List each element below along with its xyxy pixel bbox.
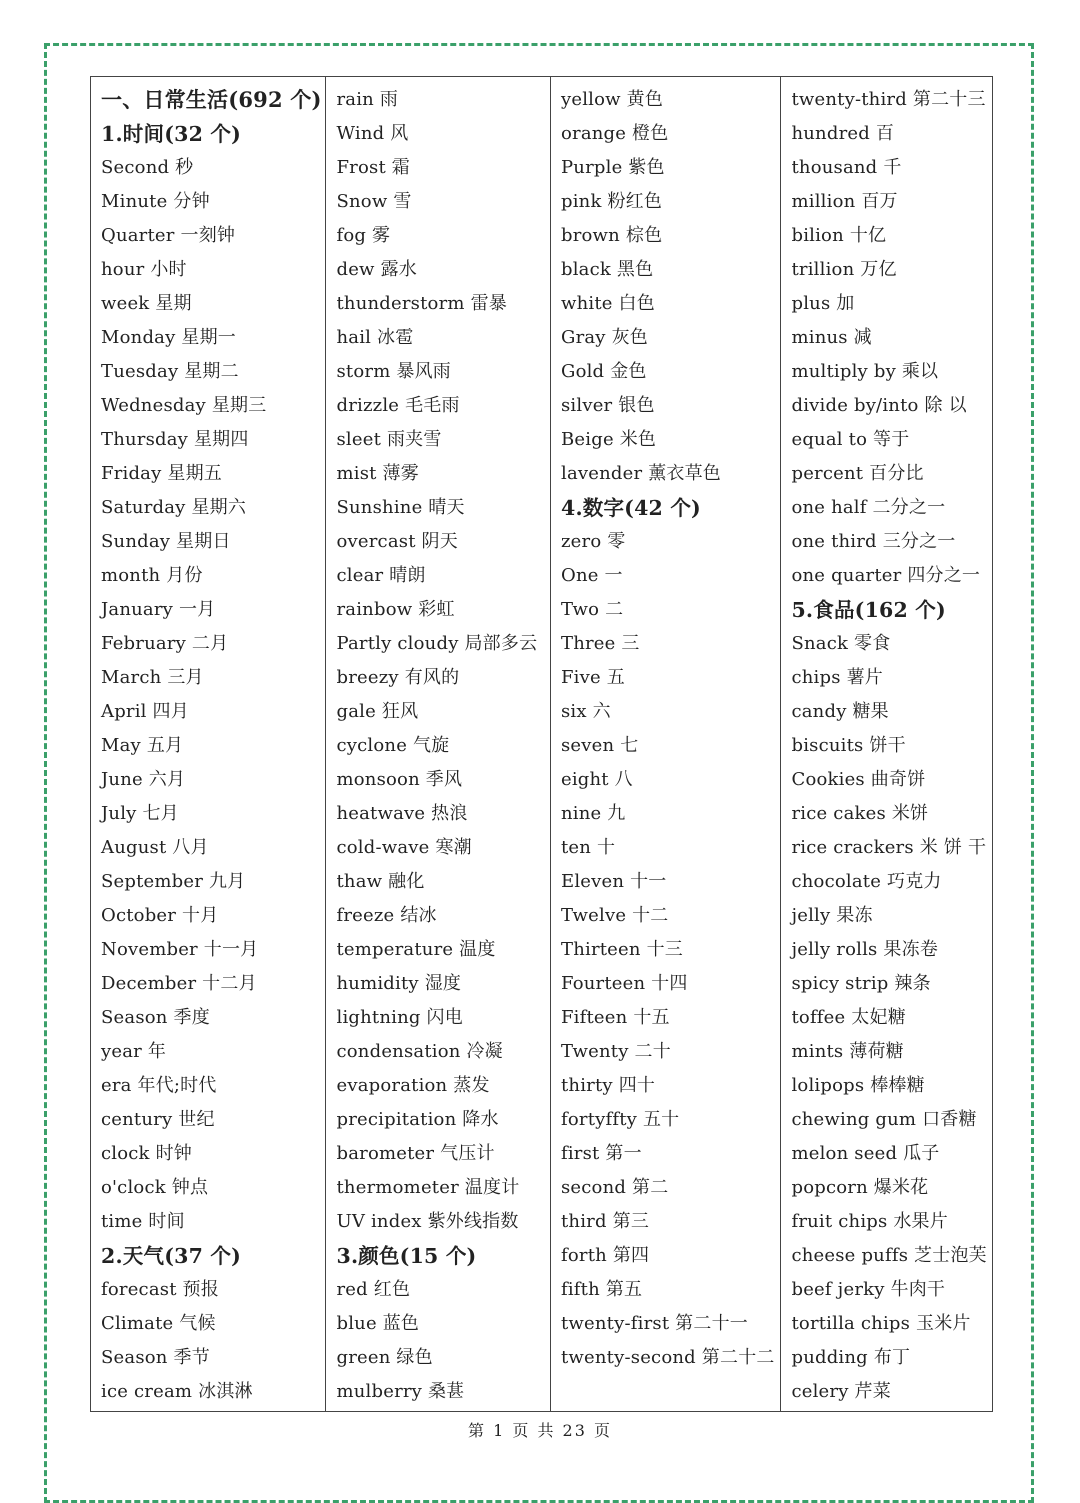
vocab-entry: heatwave 热浪	[336, 803, 468, 824]
vocab-entry: trillion 万亿	[791, 259, 897, 280]
vocab-entry: zero 零	[560, 531, 626, 552]
vocab-entry: breezy 有风的	[336, 667, 460, 688]
vocab-entry: forecast 预报	[101, 1279, 219, 1300]
vocab-entry: Frost 霜	[336, 157, 411, 178]
vocab-entry: November 十一月	[101, 939, 259, 960]
vocab-entry: silver 银色	[560, 395, 655, 416]
vocab-entry: April 四月	[101, 701, 189, 722]
vocab-entry: ice cream 冰淇淋	[101, 1381, 253, 1402]
vocab-entry: pudding 布丁	[791, 1347, 911, 1368]
vocab-entry: beef jerky 牛肉干	[791, 1279, 946, 1300]
vocab-entry: precipitation 降水	[336, 1109, 499, 1130]
vocab-entry: cyclone 气旋	[336, 735, 450, 756]
vocab-entry: era 年代;时代	[101, 1075, 217, 1096]
vocab-entry: rice cakes 米饼	[791, 803, 929, 824]
vocab-entry: first 第一	[560, 1143, 642, 1164]
vocab-entry: week 星期	[101, 293, 192, 314]
vocab-entry: Three 三	[560, 633, 640, 654]
vocab-entry: August 八月	[101, 837, 209, 858]
vocab-entry: Snow 雪	[336, 191, 412, 212]
vocab-entry: jelly 果冻	[791, 905, 873, 926]
vocab-entry: clock 时钟	[101, 1143, 192, 1164]
vocab-entry: condensation 冷凝	[336, 1041, 503, 1062]
vocab-entry: Monday 星期一	[101, 327, 237, 348]
vocab-entry: one half 二分之一	[791, 497, 946, 518]
vocab-entry: Partly cloudy 局部多云	[336, 633, 538, 654]
vocab-entry: lavender 薰衣草色	[560, 463, 721, 484]
vocab-entry: hundred 百	[791, 123, 895, 144]
vocab-entry: white 白色	[560, 293, 655, 314]
vocab-entry: February 二月	[101, 633, 229, 654]
vocab-entry: tortilla chips 玉米片	[791, 1313, 971, 1334]
vocab-entry: lightning 闪电	[336, 1007, 463, 1028]
vocab-entry: blue 蓝色	[336, 1313, 420, 1334]
vocab-entry: chocolate 巧克力	[791, 871, 942, 892]
vocab-entry: divide by/into 除 以	[791, 395, 967, 416]
vocab-entry: Thirteen 十三	[560, 939, 683, 960]
vocab-entry: Two 二	[560, 599, 624, 620]
vocab-entry: six 六	[560, 701, 611, 722]
vocab-entry: twenty-first 第二十一	[560, 1313, 748, 1334]
vocab-entry: temperature 温度	[336, 939, 496, 960]
section-heading: 1.时间(32 个)	[101, 122, 241, 146]
vocab-entry: Beige 米色	[560, 429, 657, 450]
vocab-entry: third 第三	[560, 1211, 650, 1232]
vocab-entry: thunderstorm 雷暴	[336, 293, 507, 314]
vocab-entry: Minute 分钟	[101, 191, 210, 212]
vocab-entry: lolipops 棒棒糖	[791, 1075, 925, 1096]
vocab-entry: nine 九	[560, 803, 626, 824]
vocab-entry: Snack 零食	[791, 633, 891, 654]
vocab-column-4	[781, 77, 992, 1411]
vocab-entry: evaporation 蒸发	[336, 1075, 490, 1096]
vocab-entry: fruit chips 水果片	[791, 1211, 948, 1232]
vocab-column-2	[326, 77, 551, 1411]
vocab-entry: Friday 星期五	[101, 463, 222, 484]
vocab-entry: chips 薯片	[791, 667, 883, 688]
vocab-entry: orange 橙色	[560, 123, 669, 144]
vocab-entry: biscuits 饼干	[791, 735, 906, 756]
vocab-entry: thermometer 温度计	[336, 1177, 520, 1198]
vocab-entry: Purple 紫色	[560, 157, 665, 178]
vocab-entry: monsoon 季风	[336, 769, 463, 790]
vocab-entry: one quarter 四分之一	[791, 565, 981, 586]
vocab-entry: overcast 阴天	[336, 531, 458, 552]
vocab-entry: Quarter 一刻钟	[101, 225, 236, 246]
vocab-entry: mulberry 桑葚	[336, 1381, 465, 1402]
vocab-entry: drizzle 毛毛雨	[336, 395, 460, 416]
vocab-entry: Wednesday 星期三	[101, 395, 267, 416]
vocab-entry: twenty-third 第二十三	[791, 89, 986, 110]
vocab-entry: percent 百分比	[791, 463, 924, 484]
page-number: 第 1 页 共 23 页	[468, 1421, 612, 1440]
vocab-entry: candy 糖果	[791, 701, 889, 722]
section-heading: 2.天气(37 个)	[101, 1244, 241, 1268]
vocab-entry: mints 薄荷糖	[791, 1041, 904, 1062]
vocab-entry: equal to 等于	[791, 429, 910, 450]
vocab-entry: toffee 太妃糖	[791, 1007, 906, 1028]
vocab-entry: month 月份	[101, 565, 203, 586]
vocab-entry: December 十二月	[101, 973, 257, 994]
vocab-entry: May 五月	[101, 735, 184, 756]
vocab-entry: Tuesday 星期二	[101, 361, 239, 382]
section-heading: 5.食品(162 个)	[791, 598, 946, 622]
vocab-entry: September 九月	[101, 871, 246, 892]
vocab-entry: Saturday 星期六	[101, 497, 247, 518]
vocab-entry: second 第二	[560, 1177, 669, 1198]
vocab-entry: Gray 灰色	[560, 327, 648, 348]
vocab-entry: black 黑色	[560, 259, 654, 280]
vocab-entry: Climate 气候	[101, 1313, 216, 1334]
vocab-entry: jelly rolls 果冻卷	[791, 939, 939, 960]
vocab-entry: rainbow 彩虹	[336, 599, 455, 620]
vocab-entry: multiply by 乘以	[791, 361, 939, 382]
vocab-entry: humidity 湿度	[336, 973, 462, 994]
section-heading: 4.数字(42 个)	[560, 496, 701, 520]
vocab-entry: melon seed 瓜子	[791, 1143, 940, 1164]
vocab-entry: Fourteen 十四	[560, 973, 688, 994]
vocab-entry: barometer 气压计	[336, 1143, 495, 1164]
vocab-entry: o'clock 钟点	[101, 1177, 209, 1198]
vocab-entry: fog 雾	[336, 225, 391, 246]
vocab-entry: gale 狂风	[336, 701, 419, 722]
vocab-entry: thousand 千	[791, 157, 902, 178]
vocab-entry: Eleven 十一	[560, 871, 667, 892]
vocab-entry: popcorn 爆米花	[791, 1177, 929, 1198]
vocab-column-1	[91, 77, 326, 1411]
vocab-entry: Season 季度	[101, 1007, 210, 1028]
vocab-entry: yellow 黄色	[560, 89, 664, 110]
vocab-entry: Twelve 十二	[560, 905, 669, 926]
vocab-entry: million 百万	[791, 191, 898, 212]
vocab-entry: celery 芹菜	[791, 1381, 891, 1402]
vocab-entry: rain 雨	[336, 89, 399, 110]
vocab-entry: Twenty 二十	[560, 1041, 671, 1062]
vocab-entry: plus 加	[791, 293, 855, 314]
vocab-entry: cheese puffs 芝士泡芙	[791, 1245, 987, 1266]
vocab-entry: pink 粉红色	[560, 191, 663, 212]
vocab-entry: ten 十	[560, 837, 616, 858]
vocab-entry: sleet 雨夹雪	[336, 429, 442, 450]
vocab-entry: thaw 融化	[336, 871, 425, 892]
vocab-entry: green 绿色	[336, 1347, 433, 1368]
vocab-entry: Season 季节	[101, 1347, 210, 1368]
section-heading: 3.颜色(15 个)	[336, 1244, 477, 1268]
vocab-entry: spicy strip 辣条	[791, 973, 931, 994]
vocabulary-table	[90, 76, 993, 1412]
vocab-entry: Fifteen 十五	[560, 1007, 670, 1028]
vocab-entry: Five 五	[560, 667, 625, 688]
vocab-entry: eight 八	[560, 769, 633, 790]
vocab-entry: red 红色	[336, 1279, 411, 1300]
vocab-entry: fortyffty 五十	[560, 1109, 680, 1130]
vocab-entry: century 世纪	[101, 1109, 215, 1130]
vocab-entry: Thursday 星期四	[101, 429, 249, 450]
vocab-entry: freeze 结冰	[336, 905, 437, 926]
vocab-entry: June 六月	[101, 769, 186, 790]
vocab-entry: chewing gum 口香糖	[791, 1109, 977, 1130]
vocab-entry: UV index 紫外线指数	[336, 1211, 519, 1232]
vocab-entry: fifth 第五	[560, 1279, 643, 1300]
vocab-entry: March 三月	[101, 667, 204, 688]
vocab-entry: mist 薄雾	[336, 463, 419, 484]
vocab-entry: one third 三分之一	[791, 531, 956, 552]
vocab-entry: Sunshine 晴天	[336, 497, 465, 518]
vocab-entry: twenty-second 第二十二	[560, 1347, 775, 1368]
vocab-entry: clear 晴朗	[336, 565, 426, 586]
vocab-entry: October 十月	[101, 905, 219, 926]
vocab-entry: time 时间	[101, 1211, 185, 1232]
vocab-entry: hour 小时	[101, 259, 187, 280]
vocab-entry: One 一	[560, 565, 623, 586]
vocab-entry: minus 减	[791, 327, 872, 348]
vocab-entry: July 七月	[101, 803, 179, 824]
section-heading: 一、日常生活(692 个)	[101, 87, 322, 112]
vocab-entry: seven 七	[560, 735, 639, 756]
vocab-entry: dew 露水	[336, 259, 417, 280]
vocab-entry: Gold 金色	[560, 361, 647, 382]
vocab-entry: Second 秒	[101, 157, 194, 178]
vocab-entry: cold-wave 寒潮	[336, 837, 472, 858]
vocab-entry: Cookies 曲奇饼	[791, 769, 926, 790]
vocab-entry: storm 暴风雨	[336, 361, 451, 382]
vocab-entry: thirty 四十	[560, 1075, 656, 1096]
vocab-entry: Sunday 星期日	[101, 531, 231, 552]
vocab-entry: bilion 十亿	[791, 225, 887, 246]
vocab-entry: Wind 风	[336, 123, 409, 144]
vocab-entry: forth 第四	[560, 1245, 650, 1266]
vocab-entry: January 一月	[101, 599, 216, 620]
vocab-entry: hail 冰雹	[336, 327, 414, 348]
vocab-entry: rice crackers 米 饼 干	[791, 837, 987, 858]
vocab-entry: brown 棕色	[560, 225, 663, 246]
vocab-column-3	[551, 77, 781, 1411]
vocab-entry: year 年	[101, 1041, 167, 1062]
